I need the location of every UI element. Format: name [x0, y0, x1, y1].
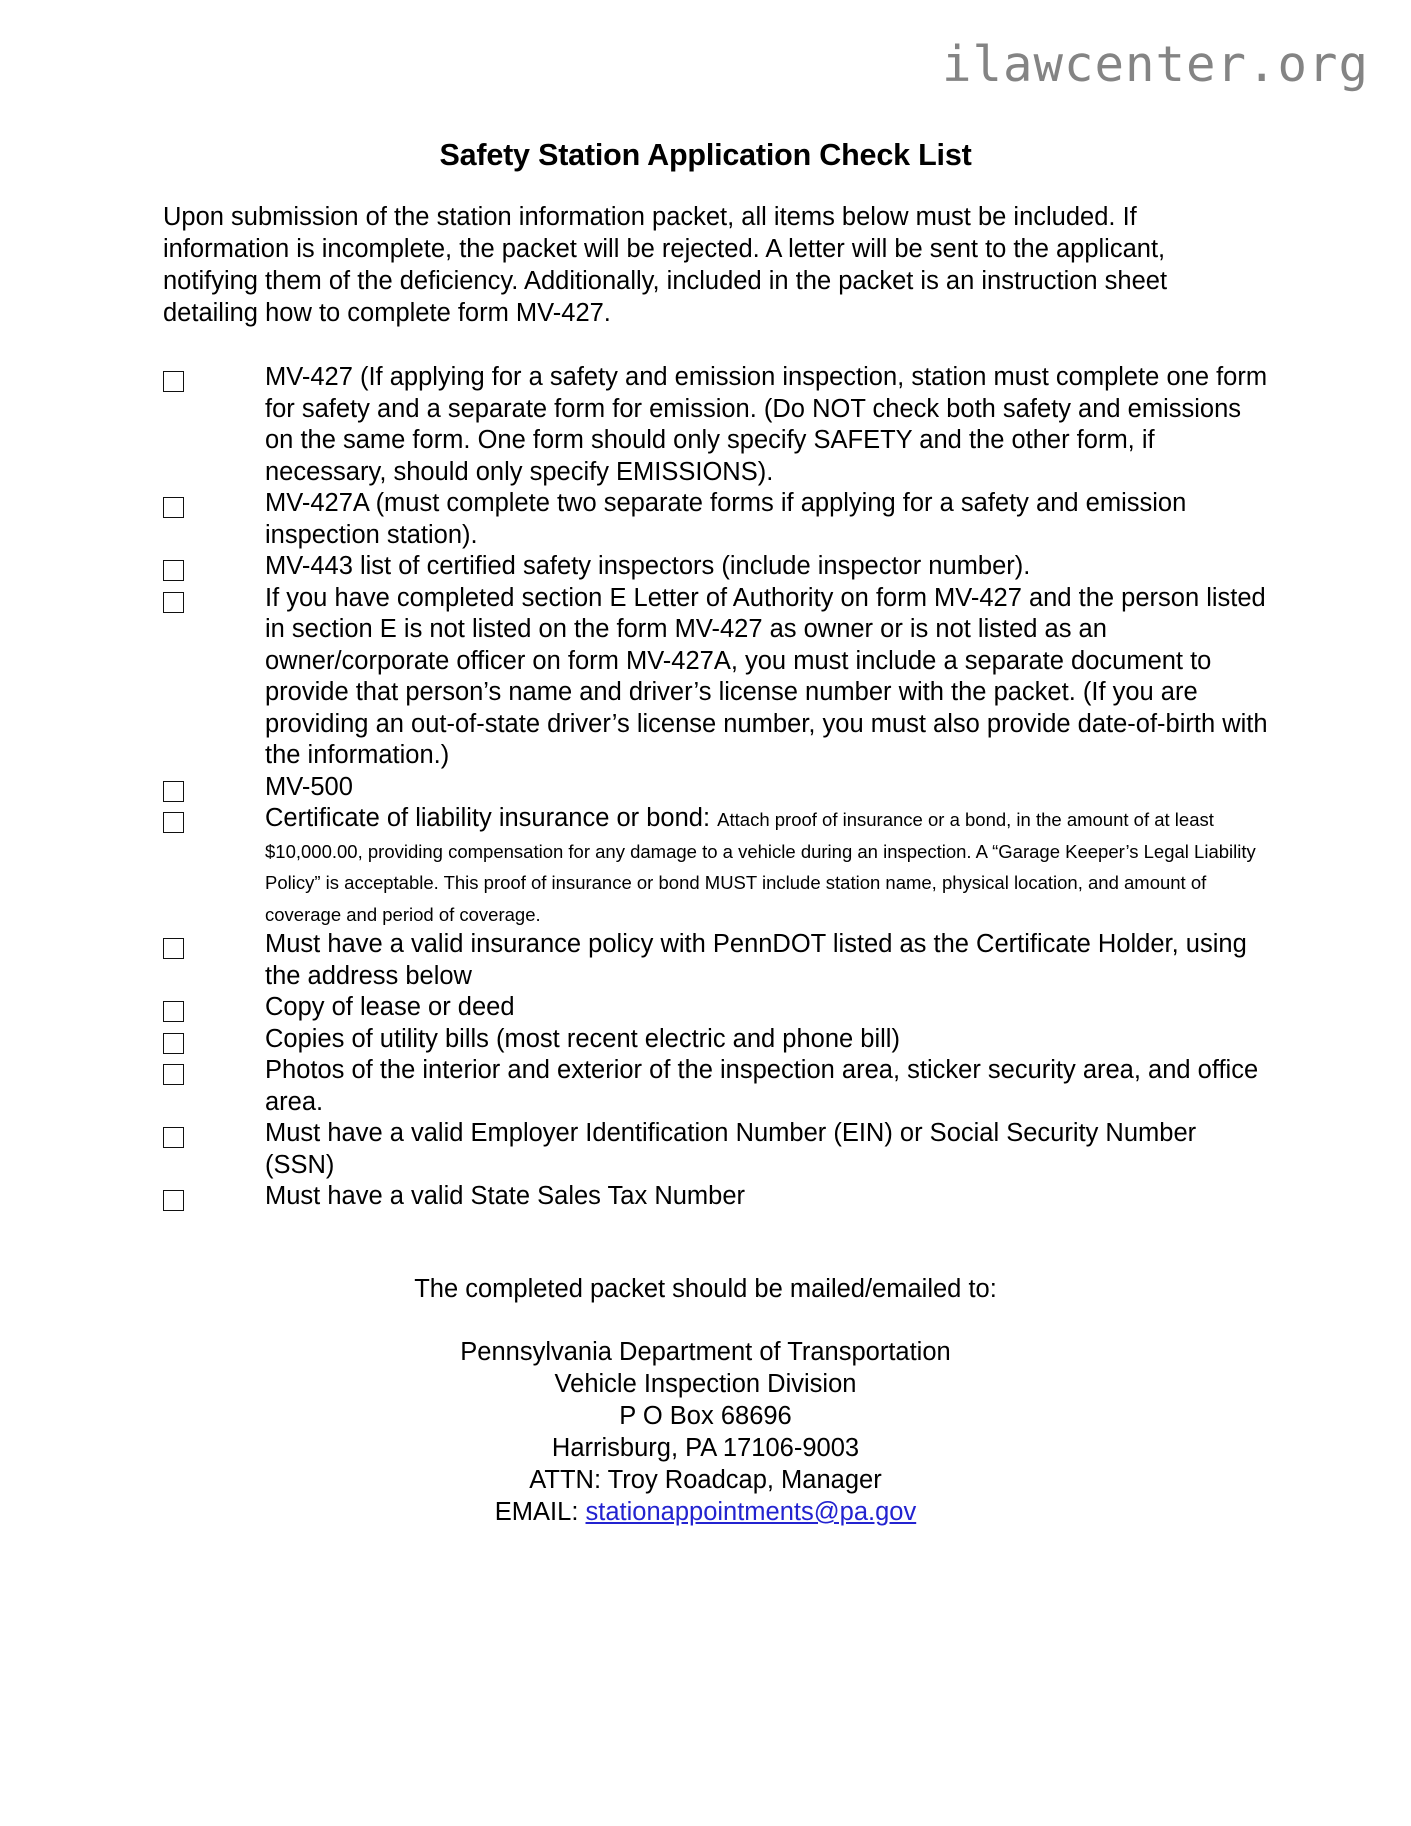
- checkbox-icon[interactable]: [163, 1001, 184, 1022]
- checkbox-icon[interactable]: [163, 1127, 184, 1148]
- email-link[interactable]: stationappointments@pa.gov: [585, 1498, 917, 1526]
- checklist-item-label: If you have completed section E Letter of Authority on form MV-427 and the person listed in section E is not listed on the form MV-427 as owner or is not listed as an owner/corporate officer on form MV-427A, you must include a separate document to provide that person’s name and driver’s license number with the packet. (If you are providing an out-of-state driver’s license number, you must also provide date-of-birth with the information.): [265, 583, 1268, 769]
- checklist-item-label: Copies of utility bills (most recent electric and phone bill): [265, 1024, 900, 1053]
- address-division: Vehicle Inspection Division: [554, 1370, 857, 1398]
- checkbox-icon[interactable]: [163, 592, 184, 613]
- checkbox-icon[interactable]: [163, 560, 184, 581]
- checklist-item-label: Must have a valid State Sales Tax Number: [265, 1182, 746, 1210]
- email-label: EMAIL:: [494, 1498, 579, 1526]
- checklist-item[interactable]: [163, 1118, 1271, 1181]
- checklist-item-label-group: [265, 803, 1271, 929]
- checkbox-icon[interactable]: [163, 1033, 184, 1054]
- checklist-item-liability[interactable]: [163, 803, 1271, 929]
- checkbox-icon[interactable]: [163, 812, 184, 833]
- intro-paragraph: Upon submission of the station information packet, all items below must be included. If information is incomplete, the packet will be rejected. A letter will be sent to the applicant, notifying them of the deficiency. Additionally, included in the packet is an instruction sheet detailing how to complete form MV-427.: [163, 203, 1168, 327]
- checkbox-icon[interactable]: [163, 497, 184, 518]
- checkbox-icon[interactable]: [163, 781, 184, 802]
- mailing-address-block: [0, 1336, 1411, 1528]
- checklist-item-label: Must have a valid insurance policy with PennDOT listed as the Certificate Holder, using the address below: [265, 930, 1247, 990]
- checklist-item-label: MV-500: [265, 772, 353, 801]
- checklist-item-label: Photos of the interior and exterior of the inspection area, sticker security area, and office area.: [265, 1056, 1259, 1116]
- watermark-ilawcenter: ilawcenter.org: [941, 36, 1369, 93]
- checklist-item[interactable]: [163, 929, 1271, 992]
- checklist-item[interactable]: [163, 772, 1271, 804]
- page-title: Safety Station Application Check List: [439, 138, 972, 172]
- checklist-item[interactable]: [163, 992, 1271, 1024]
- checklist-item[interactable]: [163, 488, 1271, 551]
- checklist-item[interactable]: [163, 583, 1271, 772]
- address-attn: ATTN: Troy Roadcap, Manager: [529, 1466, 882, 1494]
- checklist-item-label: Copy of lease or deed: [265, 993, 515, 1021]
- checklist-item[interactable]: [163, 551, 1271, 583]
- checklist-item-label: MV-443 list of certified safety inspectors (include inspector number).: [265, 552, 1031, 580]
- mailing-heading: The completed packet should be mailed/emailed to:: [414, 1275, 997, 1303]
- checklist-item[interactable]: [163, 1055, 1271, 1118]
- checkbox-icon[interactable]: [163, 1190, 184, 1211]
- checkbox-icon[interactable]: [163, 1064, 184, 1085]
- checkbox-icon[interactable]: [163, 371, 184, 392]
- address-email-line: [0, 1496, 1411, 1528]
- checklist: [163, 362, 1271, 1213]
- address-city-state-zip: Harrisburg, PA 17106-9003: [551, 1434, 860, 1462]
- checklist-item[interactable]: [163, 1181, 1271, 1213]
- checklist-item-label: Must have a valid Employer Identification Number (EIN) or Social Security Number (SSN): [265, 1119, 1197, 1179]
- checklist-item-label: Certificate of liability insurance or bond:: [265, 804, 711, 832]
- checklist-item-fineprint: Attach proof of insurance or a bond, in the amount of at least $10,000.00, providing compensation for any damage to a vehicle during an inspection. A “Garage Keeper’s Legal Liability Policy” is acceptable. This proof of insurance or bond MUST include station name, physical location, and amount of coverage and period of coverage.: [265, 809, 1256, 925]
- address-org: Pennsylvania Department of Transportation: [460, 1338, 951, 1366]
- checkbox-icon[interactable]: [163, 938, 184, 959]
- checklist-item-label: MV-427A (must complete two separate forms if applying for a safety and emission inspection station).: [265, 489, 1187, 549]
- address-po-box: P O Box 68696: [619, 1402, 792, 1430]
- checklist-item[interactable]: [163, 1024, 1271, 1056]
- checklist-item[interactable]: [163, 362, 1271, 488]
- checklist-item-label: MV-427 (If applying for a safety and emission inspection, station must complete one form for safety and a separate form for emission. (Do NOT check both safety and emissions on the same form. One form should only specify SAFETY and the other form, if necessary, should only specify EMISSIONS).: [265, 363, 1268, 486]
